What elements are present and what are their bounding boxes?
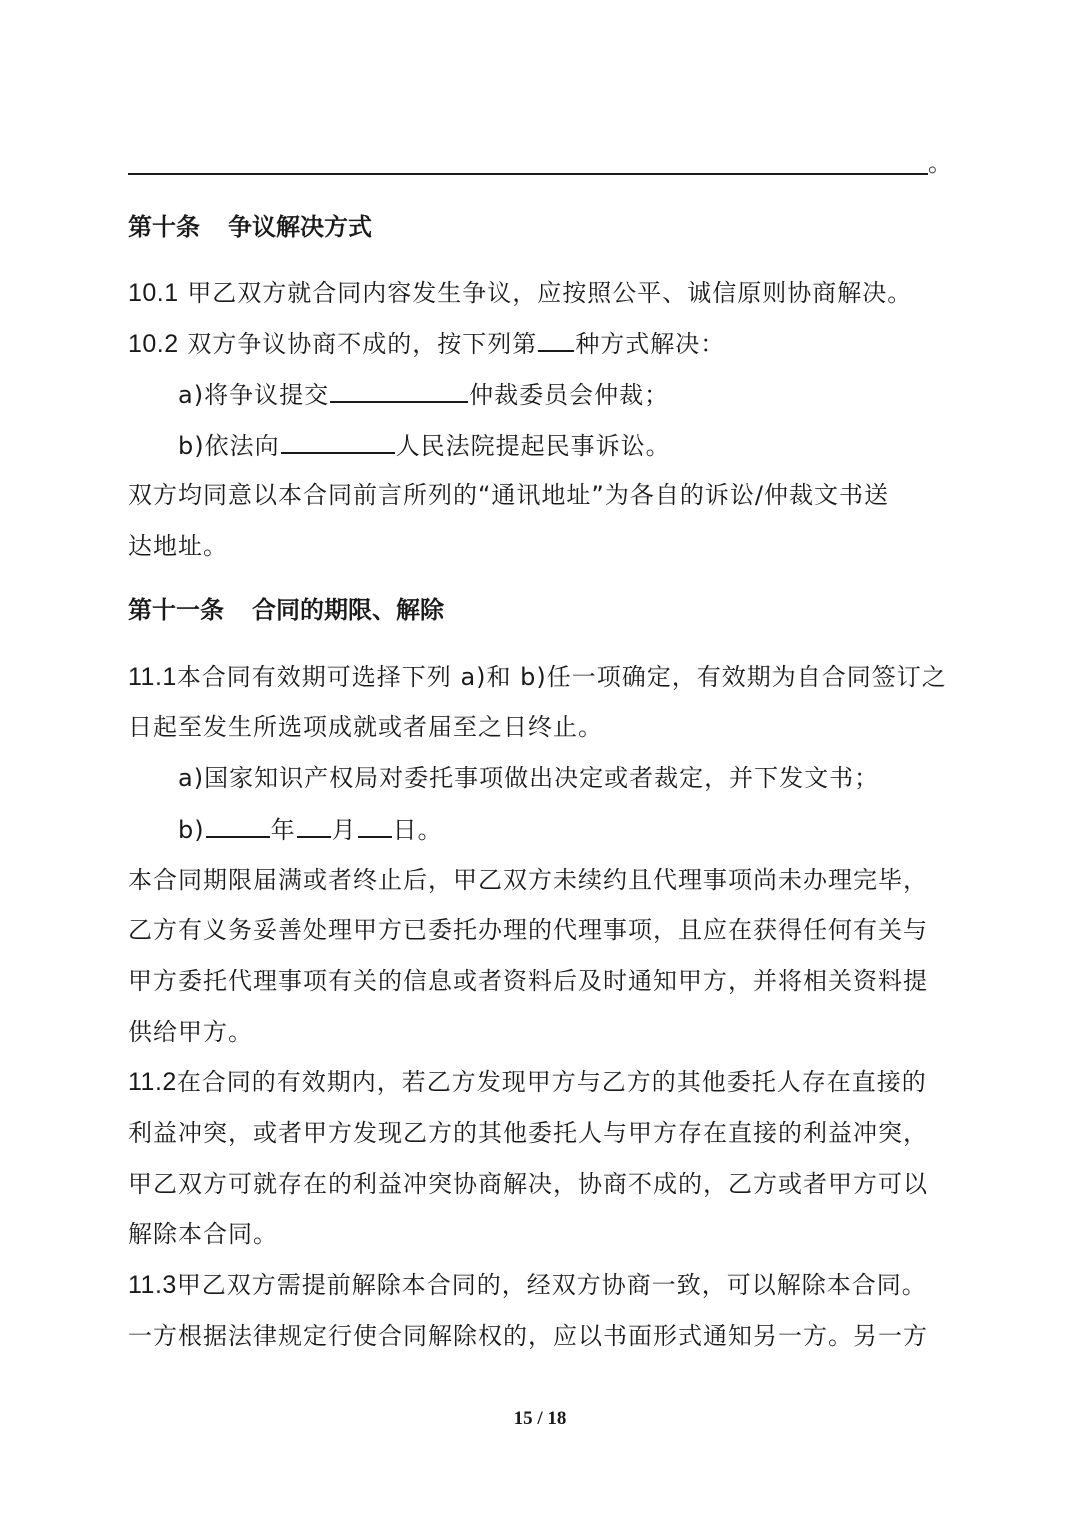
clause-text: 甲乙双方就合同内容发生争议，应按照公平、诚信原则协商解决。 <box>187 279 913 307</box>
after-expiry-line-1: 本合同期限届满或者终止后，甲乙双方未续约且代理事项尚未办理完毕， <box>128 866 928 894</box>
article-10-heading <box>128 212 372 242</box>
period-mark: 。 <box>928 149 952 177</box>
blank-year <box>206 814 270 838</box>
blank-month <box>297 814 331 838</box>
option-text: 日。 <box>392 816 443 844</box>
clause-number: 10.1 <box>128 279 179 307</box>
service-address-line-1: 双方均同意以本合同前言所列的“通讯地址”为各自的诉讼/仲裁文书送 <box>128 481 889 509</box>
option-text: b) <box>178 816 205 844</box>
clause-number: 11.1 <box>128 663 177 691</box>
clause-text: 种方式解决： <box>575 330 726 358</box>
clause-11-3-line-2: 一方根据法律规定行使合同解除权的，应以书面形式通知另一方。另一方 <box>128 1322 928 1350</box>
article-title: 合同的期限、解除 <box>252 595 444 624</box>
service-address-line-2: 达地址。 <box>128 532 228 560</box>
option-b-litigation <box>178 430 671 461</box>
after-expiry-line-2: 乙方有义务妥善处理甲方已委托办理的代理事项，且应在获得任何有关与 <box>128 916 928 944</box>
clause-11-2-line-3: 甲乙双方可就存在的利益冲突协商解决，协商不成的，乙方或者甲方可以 <box>128 1170 928 1198</box>
clause-number: 11.2 <box>128 1068 177 1096</box>
article-11-heading <box>128 595 444 625</box>
clause-11-2-line-2: 利益冲突，或者甲方发现乙方的其他委托人与甲方存在直接的利益冲突， <box>128 1119 928 1147</box>
after-expiry-line-3: 甲方委托代理事项有关的信息或者资料后及时通知甲方，并将相关资料提 <box>128 967 928 995</box>
blank-day <box>358 814 392 838</box>
clause-11-1-line-2: 日起至发生所选项成就或者届至之日终止。 <box>128 713 603 741</box>
clause-11-3-line-1 <box>128 1270 927 1300</box>
clause-10-2 <box>128 328 725 359</box>
option-text: 人民法院提起民事诉讼。 <box>395 432 671 460</box>
clause-11-2-line-1 <box>128 1067 927 1097</box>
clause-number: 11.3 <box>128 1271 177 1299</box>
blank-court-name <box>281 430 395 454</box>
validity-option-b <box>178 814 443 845</box>
clause-text: 双方争议协商不成的，按下列第 <box>187 330 538 358</box>
clause-text: 本合同有效期可选择下列 a)和 b)任一项确定，有效期为自合同签订之 <box>176 663 947 691</box>
blank-option-number <box>538 328 574 352</box>
after-expiry-line-4: 供给甲方。 <box>128 1018 253 1046</box>
clause-text: 在合同的有效期内，若乙方发现甲方与乙方的其他委托人存在直接的 <box>176 1068 927 1096</box>
blank-arbitration-commission <box>330 379 468 403</box>
option-text: 年 <box>270 816 296 844</box>
clause-10-1 <box>128 278 912 308</box>
clause-number: 10.2 <box>128 330 179 358</box>
clause-11-2-line-4: 解除本合同。 <box>128 1220 278 1248</box>
fill-in-blank-line <box>128 173 928 175</box>
article-number: 第十一条 <box>128 595 224 624</box>
clause-11-1-line-1 <box>128 662 947 692</box>
option-a-arbitration <box>178 379 669 410</box>
clause-text: 甲乙双方需提前解除本合同的，经双方协商一致，可以解除本合同。 <box>176 1271 927 1299</box>
option-text: a)将争议提交 <box>178 381 330 409</box>
article-title: 争议解决方式 <box>228 212 372 241</box>
validity-option-a: a)国家知识产权局对委托事项做出决定或者裁定，并下发文书； <box>178 764 880 792</box>
option-text: 月 <box>331 816 357 844</box>
option-text: 仲裁委员会仲裁； <box>469 381 670 409</box>
article-number: 第十条 <box>128 212 200 241</box>
page-number: 15 / 18 <box>513 1408 567 1429</box>
option-text: b)依法向 <box>178 432 280 460</box>
